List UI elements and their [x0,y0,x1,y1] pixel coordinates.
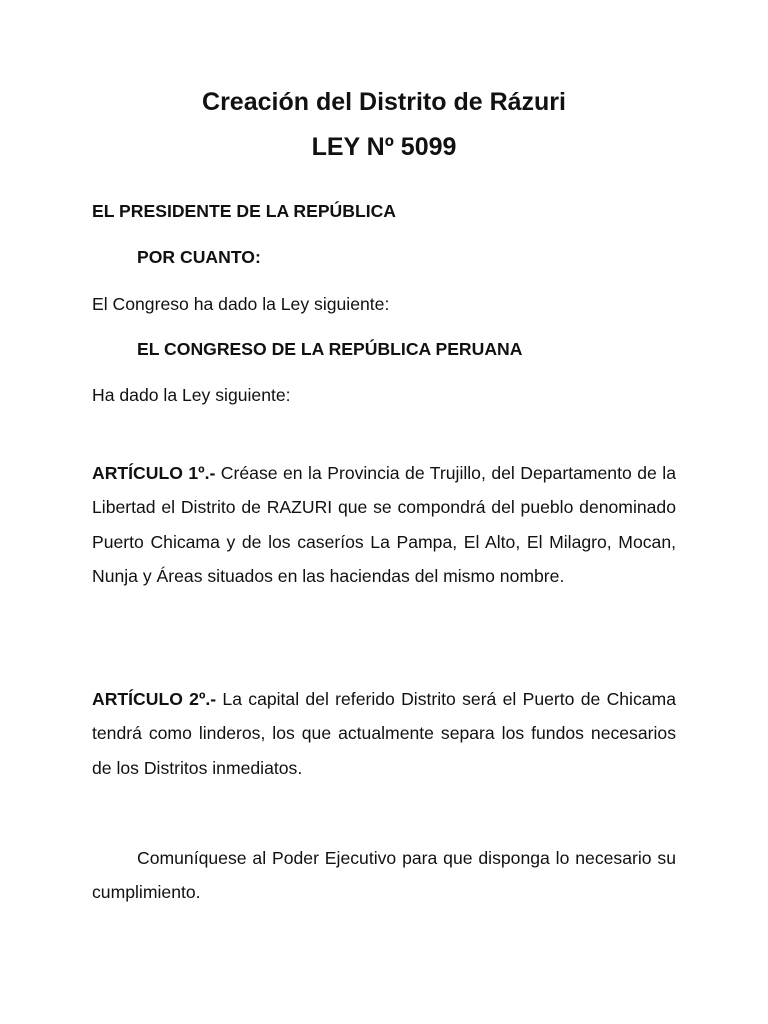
por-cuanto: POR CUANTO: [137,247,261,267]
article-1-text: Créase en la Provincia de Trujillo, del Departamento de la Libertad el Distrito de RAZURI que se compondrá del pueblo denominado Puerto Chicama y de los caseríos La Pampa, El Alto, El Milagro, Mocan, Nunja y Áreas situados en las haciendas del mismo nombre. [92,463,676,586]
closing-paragraph: Comuníquese al Poder Ejecutivo para que disponga lo necesario su cumplimiento. [92,848,676,903]
law-number: LEY Nº 5099 [311,133,457,161]
document-title: Creación del Distrito de Rázuri [202,88,566,116]
president-line: EL PRESIDENTE DE LA REPÚBLICA [92,201,397,221]
has-given-line: Ha dado la Ley siguiente: [92,385,291,405]
article-2-text: La capital del referido Distrito será el Puerto de Chicama tendrá como linderos, los que actualmente separa los fundos necesarios de los Distritos inmediatos. [92,689,676,778]
congress-name: EL CONGRESO DE LA REPÚBLICA PERUANA [137,339,523,359]
congress-gave-line: El Congreso ha dado la Ley siguiente: [92,294,390,314]
article-1 [92,456,676,593]
article-2 [92,682,676,785]
article-1-label: ARTÍCULO 1º.- [92,463,216,483]
article-2-label: ARTÍCULO 2º.- [92,689,217,709]
